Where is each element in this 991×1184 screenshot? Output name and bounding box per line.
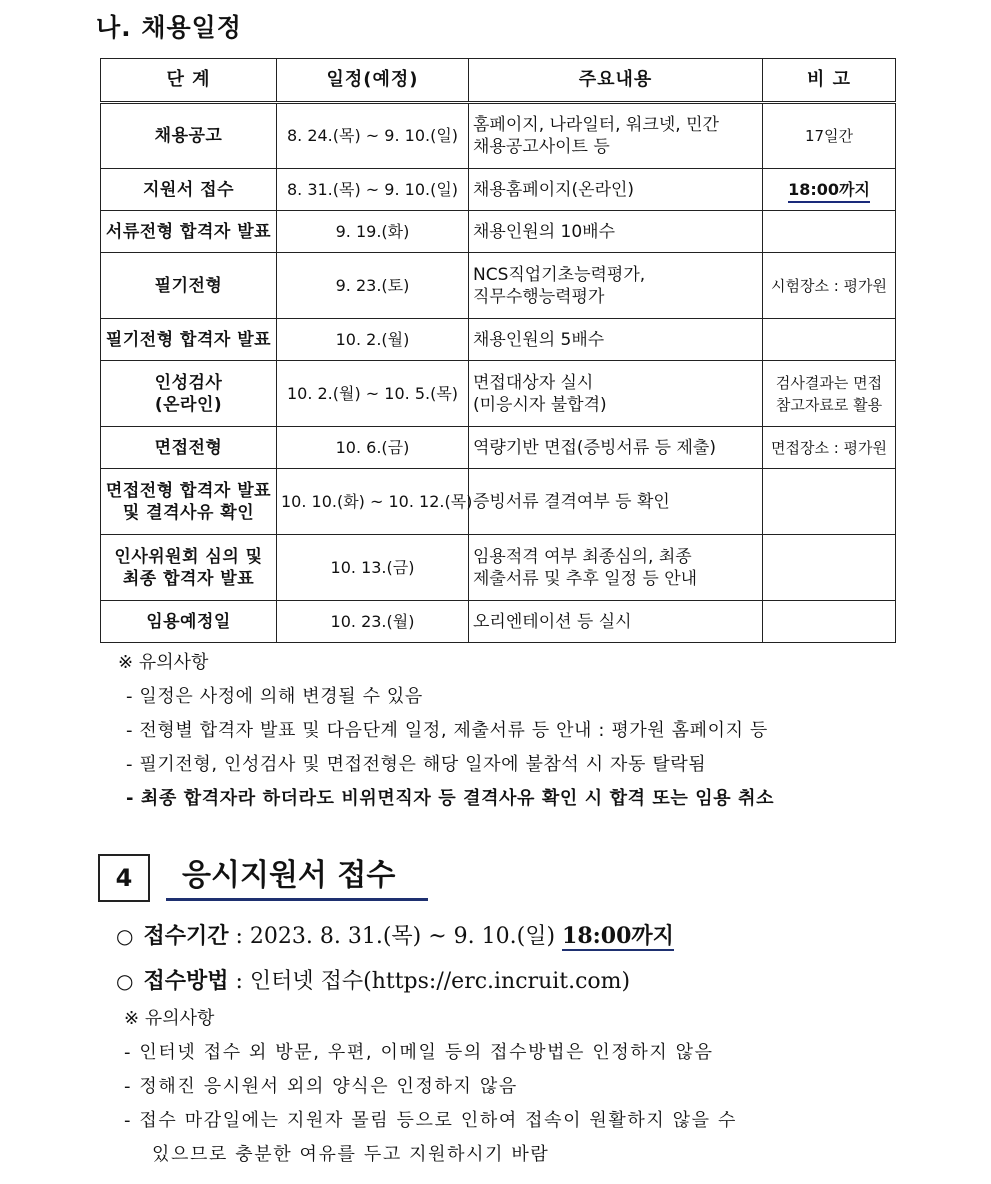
stage-cell: 인성검사 (온라인) (101, 361, 277, 427)
notes-heading: ※ 유의사항 (118, 652, 209, 673)
method-line (116, 959, 674, 1004)
list-item: - 전형별 합격자 발표 및 다음단계 일정, 제출서류 등 안내 : 평가원 홈페이지 등 (126, 720, 768, 741)
list-item: - 접수 마감일에는 지원자 몰림 등으로 인하여 접속이 원활하지 않을 수 (124, 1110, 737, 1131)
content-cell: 증빙서류 결격여부 등 확인 (469, 469, 763, 535)
schedule-table (100, 58, 896, 643)
note-cell (763, 319, 896, 361)
table-row (101, 103, 896, 169)
content-cell: 임용적격 여부 최종심의, 최종 제출서류 및 추후 일정 등 안내 (469, 535, 763, 601)
note-cell (763, 535, 896, 601)
table-header-row (101, 59, 896, 103)
note-cell (763, 211, 896, 253)
stage-cell: 필기전형 (101, 253, 277, 319)
section-number: 4 (98, 854, 150, 902)
method-value: : 인터넷 접수(https://erc.incruit.com) (235, 969, 631, 994)
table-row (101, 253, 896, 319)
list-item: - 필기전형, 인성검사 및 면접전형은 해당 일자에 불참석 시 자동 탈락됨 (126, 754, 707, 775)
list-item-continuation: 있으므로 충분한 여유를 두고 지원하시기 바람 (152, 1144, 550, 1165)
table-row (101, 319, 896, 361)
table-row (101, 469, 896, 535)
stage-cell: 서류전형 합격자 발표 (101, 211, 277, 253)
note-cell (763, 601, 896, 643)
content-cell: 오리엔테이션 등 실시 (469, 601, 763, 643)
stage-cell: 임용예정일 (101, 601, 277, 643)
note-cell: 17일간 (763, 103, 896, 169)
header-date: 일정(예정) (277, 59, 469, 103)
note-cell: 면접장소 : 평가원 (763, 427, 896, 469)
notes-application (124, 1002, 904, 1172)
method-label: 접수방법 (143, 969, 229, 994)
list-item: - 정해진 응시원서 외의 양식은 인정하지 않음 (124, 1076, 518, 1097)
header-stage: 단 계 (101, 59, 277, 103)
notes-schedule (118, 646, 774, 816)
circle-bullet-icon: ○ (116, 969, 134, 993)
table-row (101, 601, 896, 643)
circle-bullet-icon: ○ (116, 924, 134, 948)
date-cell: 10. 23.(월) (277, 601, 469, 643)
note-cell: 시험장소 : 평가원 (763, 253, 896, 319)
list-item: - 인터넷 접수 외 방문, 우편, 이메일 등의 접수방법은 인정하지 않음 (124, 1042, 714, 1063)
date-cell: 10. 6.(금) (277, 427, 469, 469)
note-cell: 검사결과는 면접 참고자료로 활용 (763, 361, 896, 427)
content-cell: 채용인원의 10배수 (469, 211, 763, 253)
section-4-title: 응시지원서 접수 (166, 854, 428, 901)
application-info (116, 914, 674, 1004)
stage-cell: 면접전형 합격자 발표 및 결격사유 확인 (101, 469, 277, 535)
stage-cell: 필기전형 합격자 발표 (101, 319, 277, 361)
date-cell: 10. 10.(화) ~ 10. 12.(목) (277, 469, 469, 535)
date-cell: 10. 2.(월) ~ 10. 5.(목) (277, 361, 469, 427)
table-row (101, 169, 896, 211)
content-cell: 면접대상자 실시 (미응시자 불합격) (469, 361, 763, 427)
table-row (101, 361, 896, 427)
content-cell: 채용홈페이지(온라인) (469, 169, 763, 211)
period-line (116, 914, 674, 959)
list-item: - 일정은 사정에 의해 변경될 수 있음 (126, 686, 423, 707)
header-content: 주요내용 (469, 59, 763, 103)
period-label: 접수기간 (143, 924, 229, 949)
stage-cell: 채용공고 (101, 103, 277, 169)
content-cell: 홈페이지, 나라일터, 워크넷, 민간 채용공고사이트 등 (469, 103, 763, 169)
period-value: : 2023. 8. 31.(목) ~ 9. 10.(일) (235, 924, 556, 949)
note-cell (763, 469, 896, 535)
content-cell: NCS직업기초능력평가, 직무수행능력평가 (469, 253, 763, 319)
stage-cell: 지원서 접수 (101, 169, 277, 211)
date-cell: 9. 23.(토) (277, 253, 469, 319)
content-cell: 역량기반 면접(증빙서류 등 제출) (469, 427, 763, 469)
date-cell: 10. 13.(금) (277, 535, 469, 601)
content-cell: 채용인원의 5배수 (469, 319, 763, 361)
date-cell: 9. 19.(화) (277, 211, 469, 253)
deadline-note: 18:00까지 (788, 180, 870, 203)
period-deadline: 18:00까지 (562, 923, 674, 949)
stage-cell: 면접전형 (101, 427, 277, 469)
notes-heading: ※ 유의사항 (124, 1008, 215, 1029)
date-cell: 8. 31.(목) ~ 9. 10.(일) (277, 169, 469, 211)
list-item: - 최종 합격자라 하더라도 비위면직자 등 결격사유 확인 시 합격 또는 임용 취소 (126, 788, 775, 809)
date-cell: 10. 2.(월) (277, 319, 469, 361)
header-note: 비 고 (763, 59, 896, 103)
date-cell: 8. 24.(목) ~ 9. 10.(일) (277, 103, 469, 169)
table-row (101, 535, 896, 601)
section-title: 나. 채용일정 (96, 13, 242, 42)
table-row (101, 211, 896, 253)
stage-cell: 인사위원회 심의 및 최종 합격자 발표 (101, 535, 277, 601)
table-row (101, 427, 896, 469)
note-cell (763, 169, 896, 211)
